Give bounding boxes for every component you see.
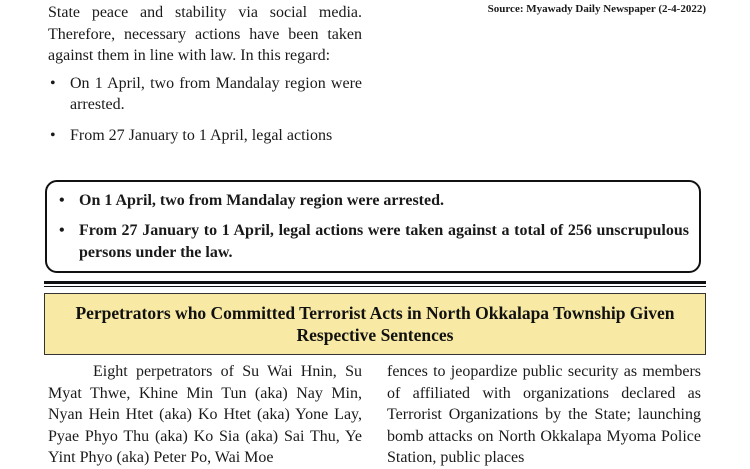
- summary-bullet-item: • On 1 April, two from Mandalay region were arrested.: [57, 190, 689, 212]
- left-column-text: [48, 2, 362, 155]
- source-citation: Source: Myawady Daily Newspaper (2-4-2022): [487, 3, 706, 15]
- article-right-column: [387, 361, 701, 469]
- left-bullet-list: [48, 73, 362, 147]
- divider-thin: [44, 286, 706, 287]
- summary-bullet-list: [57, 190, 689, 264]
- intro-paragraph: State peace and stability via social media. Therefore, necessary actions have been taken against them in line with law. In this regard:: [48, 4, 362, 64]
- summary-box: [45, 180, 701, 273]
- article-right-paragraph: fences to jeopardize public security as members of affiliated with organizations declared as Terrorist Organizations by the State; launching bomb attacks on North Okkalapa Myoma Police Station, public places: [387, 363, 701, 466]
- article-left-paragraph: Eight perpetrators of Su Wai Hnin, Su Myat Thwe, Khine Min Tun (aka) Nay Min, Nyan Hein Htet (aka) Ko Htet (aka) Yone Lay, Pyae Phyo Thu (aka) Ko Sia (aka) Sai Thu, Ye Yint Phyo (aka) Peter Po, Wai Moe: [48, 363, 362, 466]
- article-heading-box: [44, 293, 706, 355]
- summary-bullet-item: • From 27 January to 1 April, legal actions were taken against a total of 256 unscrupulous persons under the law.: [57, 220, 689, 264]
- article-heading: Perpetrators who Committed Terrorist Acts in North Okkalapa Township Given Respective Sentences: [75, 303, 675, 345]
- left-bullet-item: • From 27 January to 1 April, legal actions: [48, 125, 362, 147]
- divider-thick: [44, 281, 706, 284]
- left-bullet-item: • On 1 April, two from Mandalay region were arrested.: [48, 73, 362, 116]
- article-left-column: [48, 361, 362, 469]
